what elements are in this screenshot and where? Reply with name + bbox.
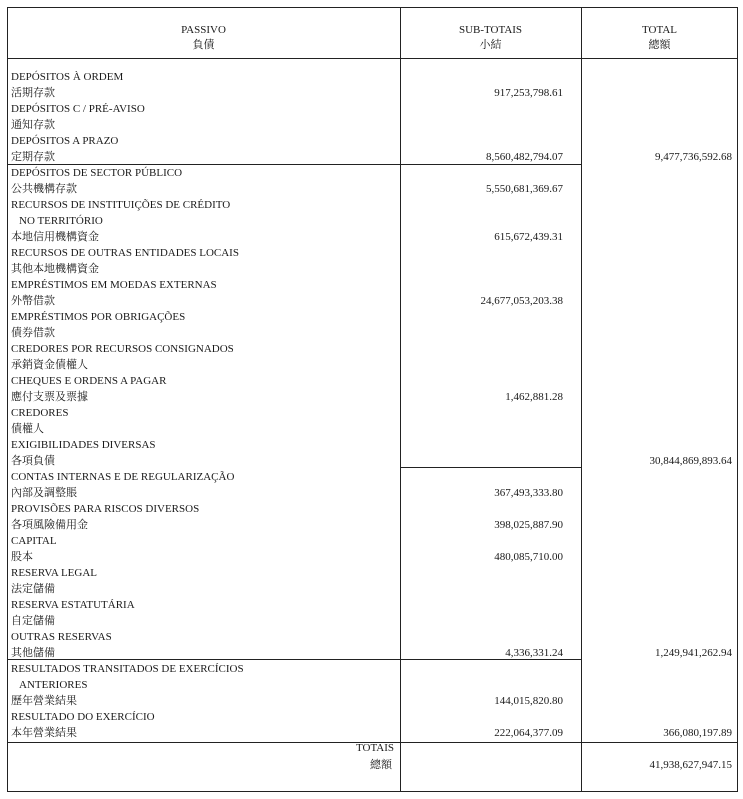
rule-sub-depositos <box>400 164 581 165</box>
rule-sub-reservas <box>400 659 581 660</box>
header-total-pt: TOTAL <box>642 24 677 36</box>
row-subtotal: 144,015,820.80 <box>494 695 563 707</box>
header-passivo <box>7 23 400 53</box>
row-label-pt: PROVISÕES PARA RISCOS DIVERSOS <box>11 503 200 515</box>
row-label-zh: 歷年營業結果 <box>11 695 77 707</box>
row-label-pt: CHEQUES E ORDENS A PAGAR <box>11 375 167 387</box>
header-subtotais <box>400 23 581 53</box>
row-label-zh: 法定儲備 <box>11 583 55 595</box>
frame-left <box>7 7 8 792</box>
rule-sub-exigib <box>400 467 581 468</box>
header-passivo-pt: PASSIVO <box>181 24 226 36</box>
header-subtotais-zh: 小結 <box>479 39 502 51</box>
frame-top <box>7 7 738 8</box>
header-underline <box>7 58 738 59</box>
totals-value: 41,938,627,947.15 <box>649 759 732 771</box>
totals-label-zh: 總額 <box>370 759 392 771</box>
row-label-zh: 各項風險備用金 <box>11 519 88 531</box>
row-label-pt: RESERVA ESTATUTÁRIA <box>11 599 135 611</box>
row-subtotal: 615,672,439.31 <box>494 231 563 243</box>
row-label-zh: 活期存款 <box>11 87 55 99</box>
row-label-zh: 本地信用機構資金 <box>11 231 99 243</box>
header-total-zh: 總額 <box>648 39 671 51</box>
header-subtotais-pt: SUB-TOTAIS <box>458 24 523 36</box>
row-label-zh: 定期存款 <box>11 151 55 163</box>
row-label-zh: 各項負債 <box>11 455 55 467</box>
row-label-zh: 自定儲備 <box>11 615 55 627</box>
row-label-zh: 公共機構存款 <box>11 183 77 195</box>
row-subtotal: 4,336,331.24 <box>505 647 563 659</box>
totals-label-pt: TOTAIS <box>356 742 395 754</box>
row-label-zh: 外幣借款 <box>11 295 55 307</box>
row-subtotal: 398,025,887.90 <box>494 519 563 531</box>
row-label-zh: 其他儲備 <box>11 647 55 659</box>
row-subtotal: 222,064,377.09 <box>494 727 563 739</box>
header-passivo-zh: 負債 <box>192 39 215 51</box>
row-label-zh: 應付支票及票據 <box>11 391 88 403</box>
row-label-pt-cont: NO TERRITÓRIO <box>19 215 103 227</box>
row-label-pt: RECURSOS DE INSTITUIÇÕES DE CRÉDITO <box>11 199 231 211</box>
row-label-pt: CONTAS INTERNAS E DE REGULARIZAÇÃO <box>11 471 235 483</box>
row-label-pt: CREDORES POR RECURSOS CONSIGNADOS <box>11 343 234 355</box>
row-label-zh: 債權人 <box>11 423 44 435</box>
row-label-pt: RESULTADOS TRANSITADOS DE EXERCÍCIOS <box>11 663 244 675</box>
row-label-pt: RESULTADO DO EXERCÍCIO <box>11 711 155 723</box>
col-divider-2 <box>581 7 582 792</box>
row-subtotal: 24,677,053,203.38 <box>480 295 563 307</box>
row-label-pt: EXIGIBILIDADES DIVERSAS <box>11 439 156 451</box>
row-label-pt: OUTRAS RESERVAS <box>11 631 112 643</box>
row-label-zh: 通知存款 <box>11 119 55 131</box>
row-label-pt: EMPRÉSTIMOS EM MOEDAS EXTERNAS <box>11 279 217 291</box>
row-label-zh: 內部及調整賬 <box>11 487 77 499</box>
row-label-pt: RESERVA LEGAL <box>11 567 98 579</box>
row-label-pt: RECURSOS DE OUTRAS ENTIDADES LOCAIS <box>11 247 239 259</box>
row-label-pt: DEPÓSITOS À ORDEM <box>11 71 124 83</box>
row-label-zh: 股本 <box>11 551 33 563</box>
frame-bottom <box>7 791 738 792</box>
row-label-pt: EMPRÉSTIMOS POR OBRIGAÇÕES <box>11 311 186 323</box>
row-label-pt-cont: ANTERIORES <box>19 679 88 691</box>
row-label-pt: CREDORES <box>11 407 69 419</box>
header-total <box>581 23 738 53</box>
row-subtotal: 367,493,333.80 <box>494 487 563 499</box>
rule-left-depositos <box>7 164 400 165</box>
frame-right <box>737 7 738 792</box>
row-subtotal: 8,560,482,794.07 <box>486 151 563 163</box>
row-total: 1,249,941,262.94 <box>655 647 732 659</box>
row-total: 9,477,736,592.68 <box>655 151 732 163</box>
row-label-pt: CAPITAL <box>11 535 57 547</box>
row-total: 30,844,869,893.64 <box>649 455 732 467</box>
row-label-zh: 本年營業結果 <box>11 727 77 739</box>
row-label-pt: DEPÓSITOS C / PRÉ-AVISO <box>11 103 145 115</box>
row-subtotal: 1,462,881.28 <box>505 391 563 403</box>
rule-left-reservas <box>7 659 400 660</box>
row-subtotal: 5,550,681,369.67 <box>486 183 563 195</box>
row-label-zh: 債券借款 <box>11 327 55 339</box>
row-label-zh: 其他本地機構資金 <box>11 263 99 275</box>
row-label-pt: DEPÓSITOS DE SECTOR PÚBLICO <box>11 167 183 179</box>
row-label-pt: DEPÓSITOS A PRAZO <box>11 135 119 147</box>
row-label-zh: 承銷資金債權人 <box>11 359 88 371</box>
row-total: 366,080,197.89 <box>663 727 732 739</box>
row-subtotal: 480,085,710.00 <box>494 551 563 563</box>
row-subtotal: 917,253,798.61 <box>494 87 563 99</box>
